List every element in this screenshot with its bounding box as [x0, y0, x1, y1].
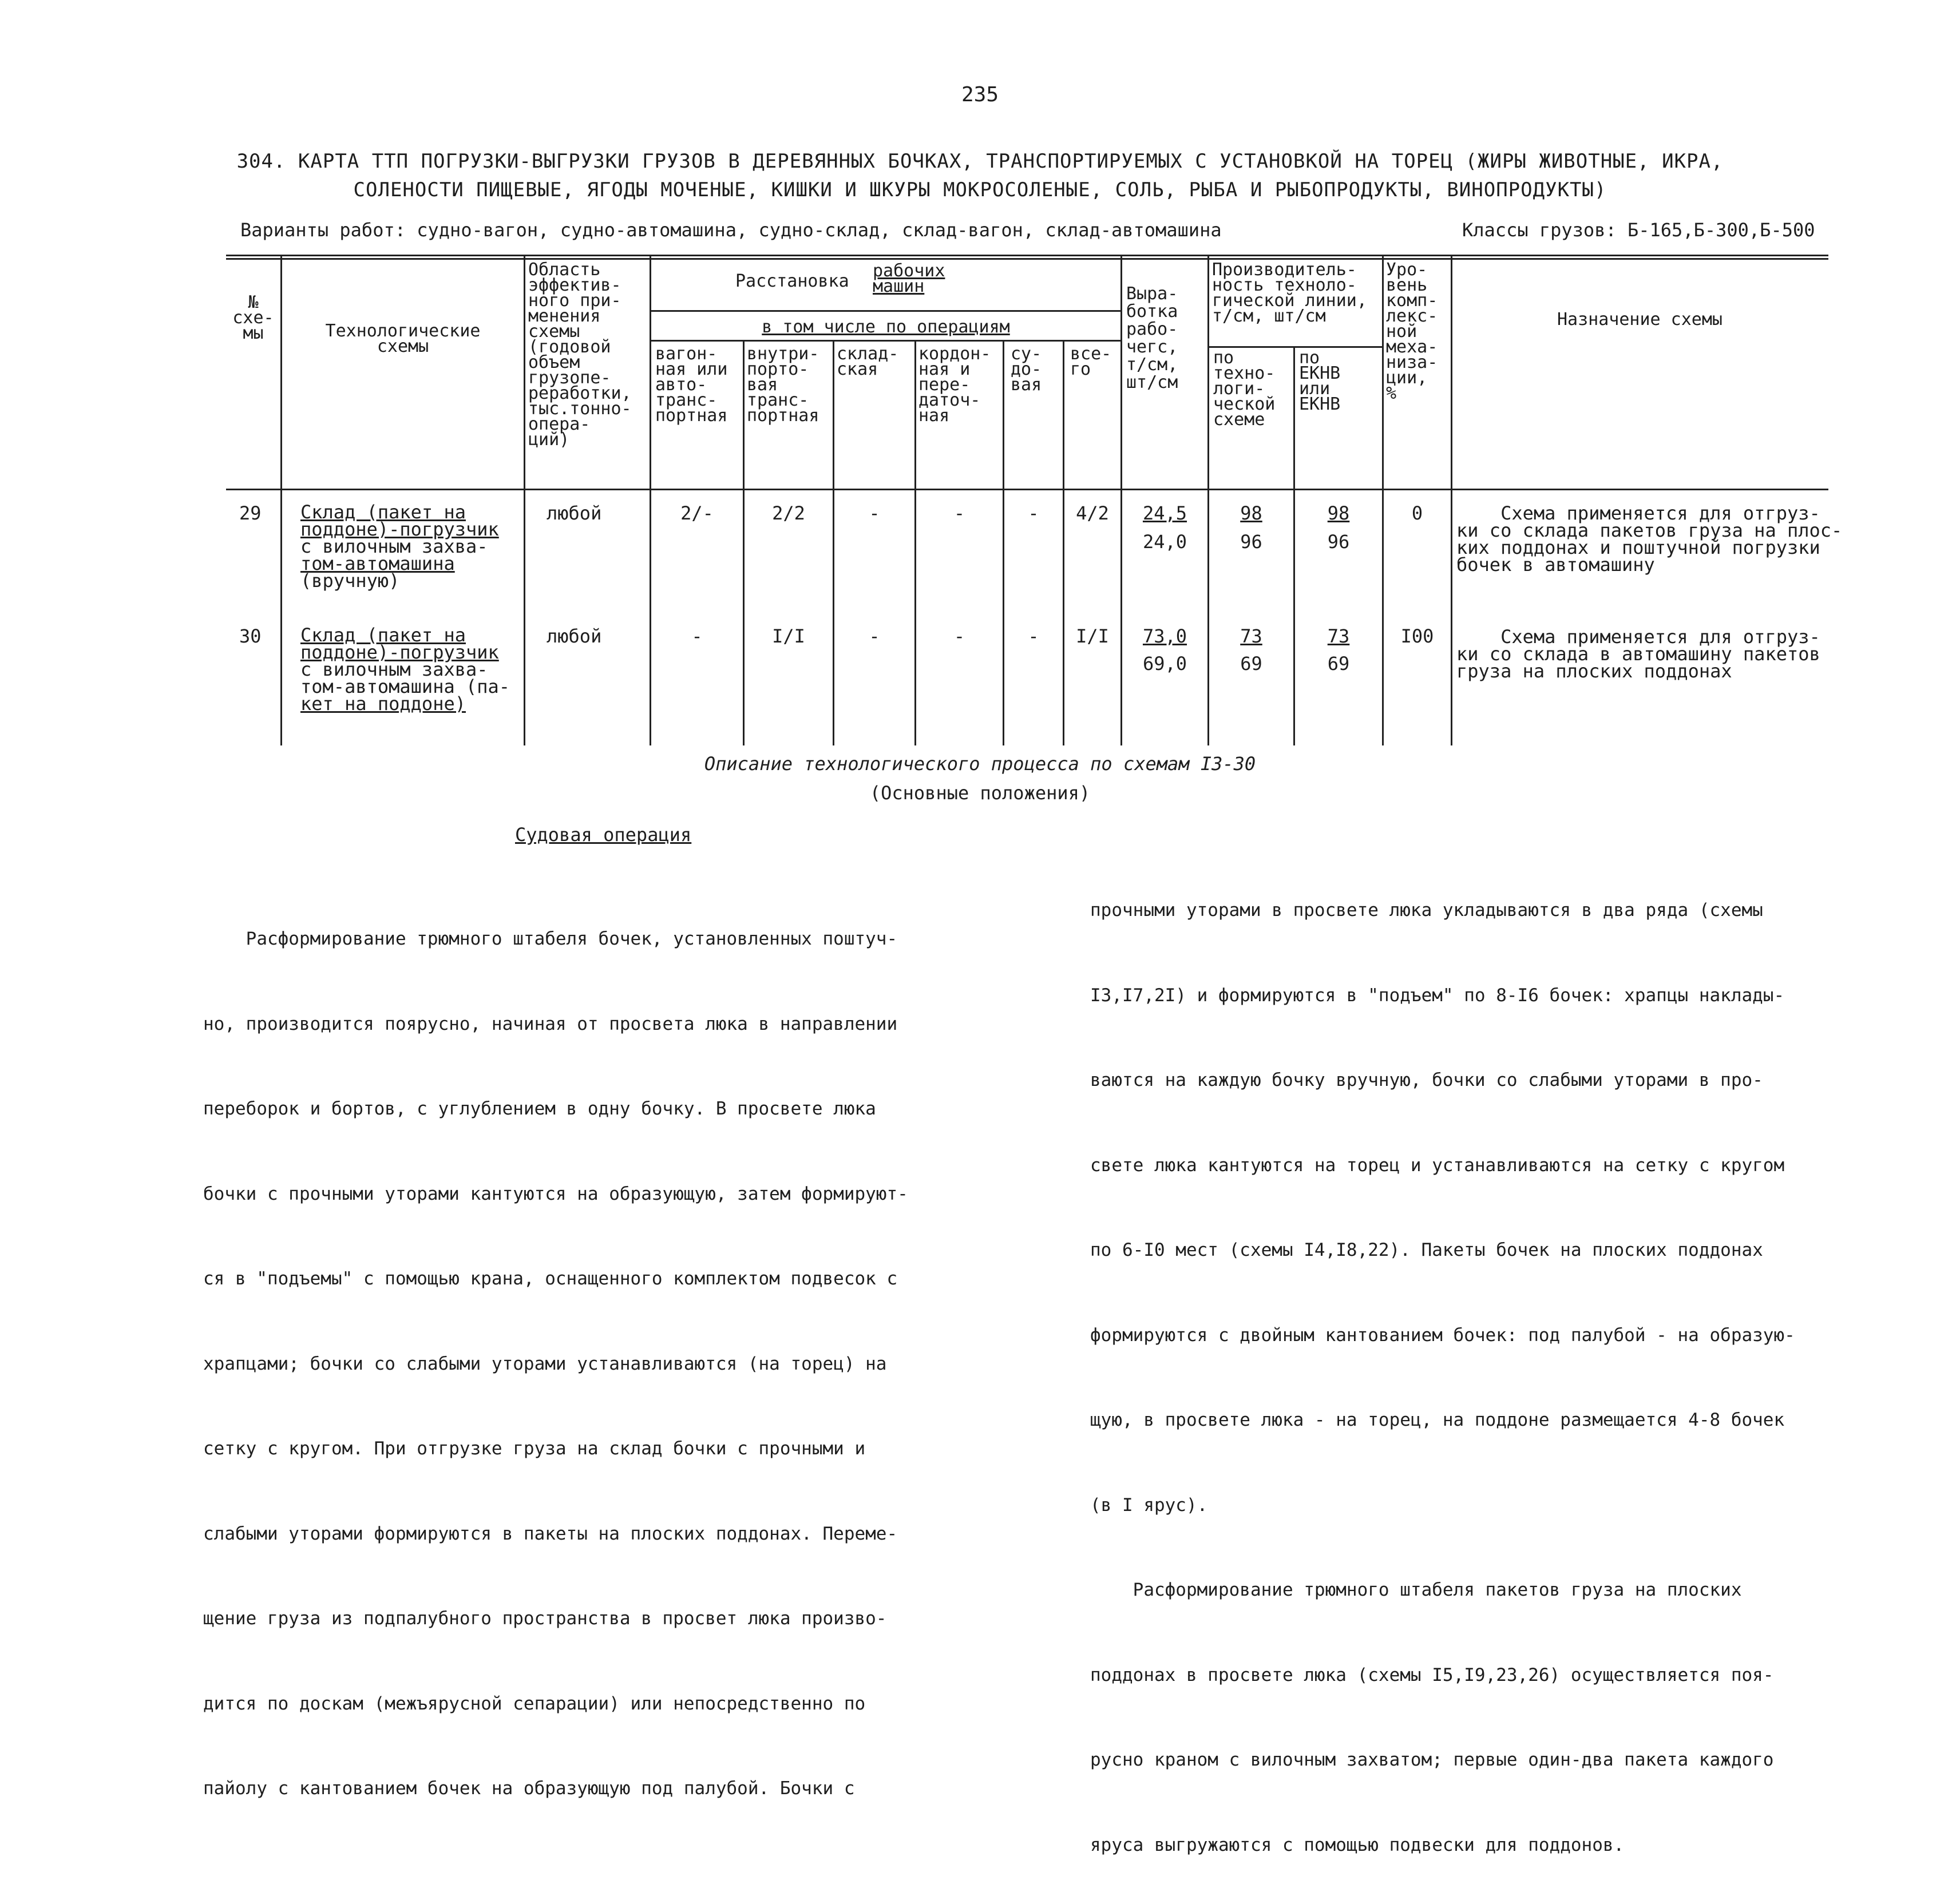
scheme-purpose: Схема применяется для отгруз- ки со склада в автомашину пакетов груза на плоских поддонах — [1456, 626, 1820, 682]
cargo-classes: Классы грузов: Б-165,Б-300,Б-500 — [1462, 219, 1815, 241]
output-bottom: 24,0 — [1142, 531, 1187, 553]
right-column-text: прочными уторами в просвете люка укладываются в два ряда (схемы I3,I7,2I) и формируются в "подъем" по 8-I6 бочек: храпцы наклады- ваются на каждую бочку вручную, бочки со слабыми уторами в про- свете люка кантуются на торец и устанавливаются на сетку с кругом по 6-I0 мест (схемы I4,I8,22). Пакеты бочек на плоских поддонах формируются с двойным кантованием бочек: под палубой - на образую- щую, в просвете люка - на торец, на поддоне размещается 4-8 бочек (в I ярус). Расформирование трюмного штабеля пакетов груза на плоских поддонах в просвете люка (схемы I5,I9,23,26) осуществляется поя- русно краном с вилочным захватом; первые один-два пакета каждого яруса выгружаются с помощью подвески для поддонов. — [1090, 900, 1795, 1855]
work-variants: Варианты работ: судно-вагон, судно-автомашина, судно-склад, склад-вагон, склад-автомашина — [240, 219, 1222, 241]
header-op-ship: су- до- вая — [1011, 344, 1042, 395]
op-inner: 2/2 — [772, 502, 805, 524]
header-op-inner: внутри- порто- вая транс- портная — [747, 344, 819, 426]
page-number: 235 — [961, 83, 999, 106]
output-bottom: 69,0 — [1142, 653, 1187, 675]
op-ship: - — [1028, 502, 1039, 524]
prod-ekhv-top: 73 — [1327, 625, 1350, 647]
op-total: I/I — [1076, 625, 1109, 647]
header-mechanization-level: Уро- вень комп- лекс- ной меха- низа- ции, % — [1386, 260, 1438, 403]
header-purpose: Назначение схемы — [1557, 310, 1723, 330]
prod-ekhv-bottom: 96 — [1327, 531, 1350, 553]
prod-tech-top: 73 — [1240, 625, 1262, 647]
scheme-number: 30 — [239, 625, 262, 647]
op-wagon: 2/- — [680, 502, 714, 524]
header-op-cordon: кордон- ная и пере- даточ- ная — [918, 344, 991, 426]
scheme-description: Склад (пакет на поддоне)-погрузчик с вилочным захва- том-автомашина (вручную) — [300, 501, 499, 592]
op-cordon: - — [953, 502, 965, 524]
application-area: любой — [547, 625, 602, 647]
prod-tech-bottom: 69 — [1240, 653, 1262, 675]
header-incl-operations: в том числе по операциям — [762, 317, 1010, 337]
output-top: 24,5 — [1142, 502, 1187, 524]
header-op-warehouse: склад- ская — [837, 344, 899, 379]
header-working-machines: рабочих машин — [873, 261, 945, 296]
header-application-area: Область эффектив- ного при- менения схемы (годовой объем грузопе- реработки, тыс.тонно- опера- ций) — [528, 260, 632, 450]
scheme-description: Склад (пакет на поддоне)-погрузчик с вилочным захва- том-автомашина (па- кет на поддоне) — [300, 624, 510, 715]
header-output: Выра- ботка рабо- чегс, т/см, шт/см — [1126, 284, 1178, 392]
op-ship: - — [1028, 625, 1039, 647]
scheme-number: 29 — [239, 502, 262, 524]
header-tech-schemes: Технологические схемы — [325, 321, 481, 356]
header-productivity: Производитель- ность техноло- гической линии, т/см, шт/см — [1212, 260, 1367, 326]
scheme-purpose: Схема применяется для отгруз- ки со склада пакетов груза на плос- ких поддонах и поштучной погрузки бочек в автомашину — [1456, 502, 1843, 576]
op-total: 4/2 — [1076, 502, 1109, 524]
mechanization-level: I00 — [1400, 625, 1434, 647]
output-top: 73,0 — [1142, 625, 1187, 647]
op-warehouse: - — [869, 625, 880, 647]
process-description-caption: Описание технологического процесса по схемам I3-30 — [704, 753, 1256, 775]
page-title-line-1: 304. КАРТА ТТП ПОГРУЗКИ-ВЫГРУЗКИ ГРУЗОВ В ДЕРЕВЯННЫХ БОЧКАХ, ТРАНСПОРТИРУЕМЫХ С УСТАНОВКОЙ НА ТОРЕЦ (ЖИРЫ ЖИВОТНЫЕ, ИКРА, — [236, 150, 1724, 173]
page-title-line-2: СОЛЕНОСТИ ПИЩЕВЫЕ, ЯГОДЫ МОЧЕНЫЕ, КИШКИ И ШКУРЫ МОКРОСОЛЕНЫЕ, СОЛЬ, РЫБА И РЫБОПРОДУКТЫ, ВИНОПРОДУКТЫ) — [353, 179, 1607, 201]
process-description-subcaption: (Основные положения) — [869, 782, 1091, 804]
prod-ekhv-bottom: 69 — [1327, 653, 1350, 675]
op-warehouse: - — [869, 502, 880, 524]
header-prod-tech: по техно- логи- ческой схеме — [1213, 348, 1276, 430]
header-op-wagon: вагон- ная или авто- транс- портная — [655, 344, 728, 426]
ship-operation-heading: Судовая операция — [515, 824, 692, 846]
header-placement: Расстановка — [735, 271, 849, 291]
mechanization-level: 0 — [1411, 502, 1423, 524]
prod-ekhv-top: 98 — [1327, 502, 1350, 524]
header-scheme-no: № схе- мы — [232, 292, 274, 343]
op-inner: I/I — [772, 625, 805, 647]
prod-tech-top: 98 — [1240, 502, 1262, 524]
left-column-text: Расформирование трюмного штабеля бочек, установленных поштуч- но, производится поярусно, начиная от просвета люка в направлении переборок и бортов, с углублением в одну бочку. В просвете люка бочки с прочными уторами кантуются на образующую, затем формируют- ся в "подъемы" с помощью крана, оснащенного комплектом подвесок с храпцами; бочки со слабыми уторами устанавливаются (на торец) на сетку с кругом. При отгрузке груза на склад бочки с прочными и слабыми уторами формируются в пакеты на плоских поддонах. Переме- щение груза из подпалубного пространства в просвет люка произво- дится по доскам (межъярусной сепарации) или непосредственно по пайолу с кантованием бочек на образующую под палубой. Бочки с — [203, 929, 908, 1799]
header-prod-ekhv: по ЕКНВ или ЕКНВ — [1299, 348, 1341, 414]
op-cordon: - — [953, 625, 965, 647]
op-wagon: - — [691, 625, 703, 647]
application-area: любой — [547, 502, 602, 524]
prod-tech-bottom: 96 — [1240, 531, 1262, 553]
header-op-total: все- го — [1070, 344, 1112, 379]
